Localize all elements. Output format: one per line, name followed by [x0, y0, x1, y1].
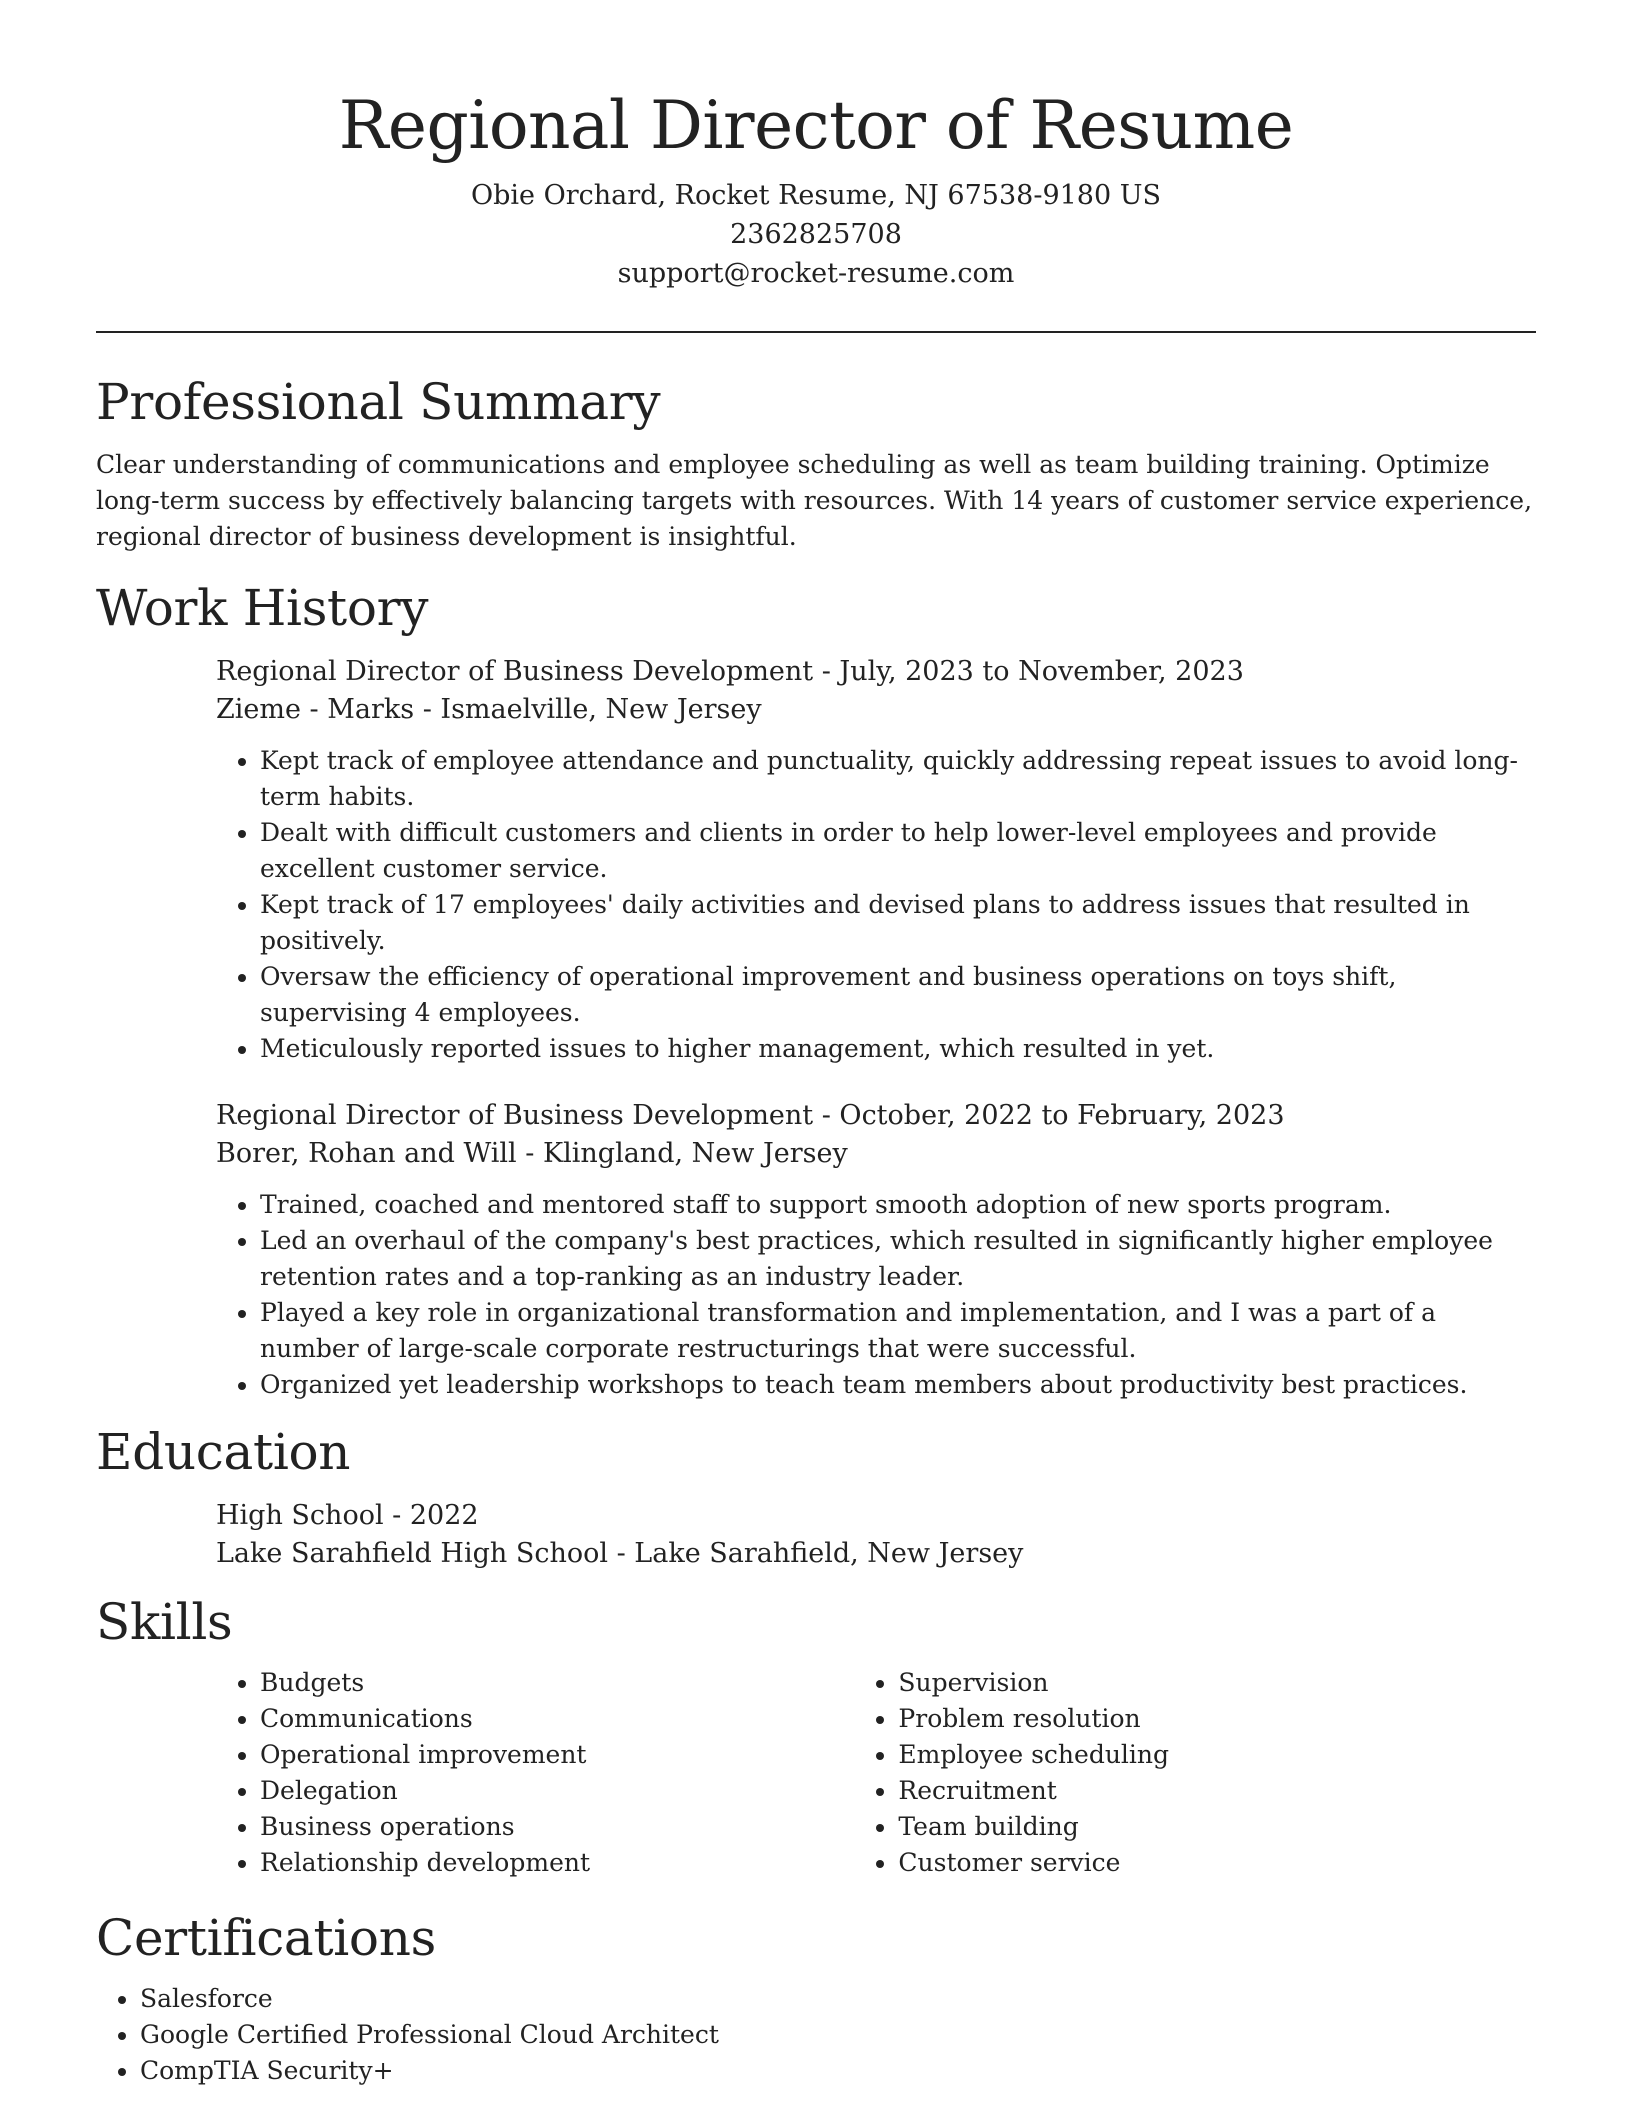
job-title-line: [216, 653, 1536, 691]
list-item: • Meticulously reported issues to higher management, which resulted in yet.: [260, 1031, 1536, 1067]
skill-item: • Relationship development: [260, 1845, 854, 1881]
list-item: • Organized yet leadership workshops to teach team members about productivity best practices.: [260, 1367, 1536, 1403]
job-company: Borer, Rohan and Will: [216, 1138, 517, 1169]
education-entry: [216, 1497, 1536, 1573]
skill-item: • Customer service: [898, 1845, 1536, 1881]
list-item: • Dealt with difficult customers and clients in order to help lower-level employees and provide excellent customer service.: [260, 815, 1536, 887]
list-item: • Led an overhaul of the company's best practices, which resulted in significantly higher employee retention rates and a top-ranking as an industry leader.: [260, 1223, 1536, 1295]
education-school-line: [216, 1535, 1536, 1573]
job-entry-1: [216, 653, 1536, 1067]
job-bullets: [216, 1187, 1536, 1403]
job-bullets: [216, 743, 1536, 1067]
contact-block: [96, 176, 1536, 293]
work-history-heading: Work History: [96, 579, 429, 637]
list-item: • Oversaw the efficiency of operational improvement and business operations on toys shift, supervising 4 employees.: [260, 959, 1536, 1031]
skills-list-left: [216, 1665, 854, 1881]
certifications-list: [96, 1981, 1536, 2089]
skill-item: • Problem resolution: [898, 1701, 1536, 1737]
skills-heading: Skills: [96, 1593, 233, 1651]
skill-item: • Budgets: [260, 1665, 854, 1701]
education-degree-line: [216, 1497, 1536, 1535]
job-location: - Klingland, New Jersey: [516, 1138, 848, 1169]
certification-item: • CompTIA Security+: [140, 2053, 1536, 2089]
skill-item: • Communications: [260, 1701, 854, 1737]
list-item: • Played a key role in organizational transformation and implementation, and I was a part of a number of large-scale corporate restructurings that were successful.: [260, 1295, 1536, 1367]
job-title-line: [216, 1097, 1536, 1135]
resume-title: Regional Director of Resume: [338, 87, 1294, 164]
education-degree: High School: [216, 1500, 384, 1531]
skill-item: • Business operations: [260, 1809, 854, 1845]
job-company: Zieme - Marks: [216, 694, 415, 725]
resume-page: [96, 0, 1536, 2089]
skill-item: • Supervision: [898, 1665, 1536, 1701]
job-entry-2: [216, 1097, 1536, 1403]
job-dates: - October, 2022 to February, 2023: [813, 1100, 1285, 1131]
skill-item: • Delegation: [260, 1773, 854, 1809]
job-dates: - July, 2023 to November, 2023: [813, 656, 1244, 687]
contact-address: Obie Orchard, Rocket Resume, NJ 67538-9180 US: [471, 180, 1161, 211]
certifications-heading: Certifications: [96, 1909, 436, 1967]
education-year: - 2022: [383, 1500, 479, 1531]
skills-list-right: [854, 1665, 1536, 1881]
job-company-line: [216, 1135, 1536, 1173]
education-school: Lake Sarahfield High School: [216, 1538, 609, 1569]
skill-item: • Employee scheduling: [898, 1737, 1536, 1773]
skill-item: • Operational improvement: [260, 1737, 854, 1773]
education-location: - Lake Sarahfield, New Jersey: [608, 1538, 1024, 1569]
contact-email: support@rocket-resume.com: [617, 258, 1015, 289]
job-title: Regional Director of Business Development: [216, 656, 814, 687]
list-item: • Kept track of employee attendance and punctuality, quickly addressing repeat issues to avoid long-term habits.: [260, 743, 1536, 815]
certification-item: • Salesforce: [140, 1981, 1536, 2017]
education-heading: Education: [96, 1423, 351, 1481]
skill-item: • Team building: [898, 1809, 1536, 1845]
job-company-line: [216, 691, 1536, 729]
skill-item: • Recruitment: [898, 1773, 1536, 1809]
header-divider: [96, 331, 1536, 333]
summary-text: Clear understanding of communications and employee scheduling as well as team building training. Optimize long-term success by effectively balancing targets with resources. With 14 years of customer service experience, regional director of business development is insightful.: [96, 450, 1533, 551]
summary-heading: Professional Summary: [96, 373, 661, 431]
job-location: - Ismaelville, New Jersey: [414, 694, 762, 725]
job-title: Regional Director of Business Development: [216, 1100, 814, 1131]
list-item: • Kept track of 17 employees' daily activities and devised plans to address issues that resulted in positively.: [260, 887, 1536, 959]
skills-columns: [216, 1665, 1536, 1881]
certification-item: • Google Certified Professional Cloud Architect: [140, 2017, 1536, 2053]
contact-phone: 2362825708: [730, 219, 902, 250]
list-item: • Trained, coached and mentored staff to support smooth adoption of new sports program.: [260, 1187, 1536, 1223]
